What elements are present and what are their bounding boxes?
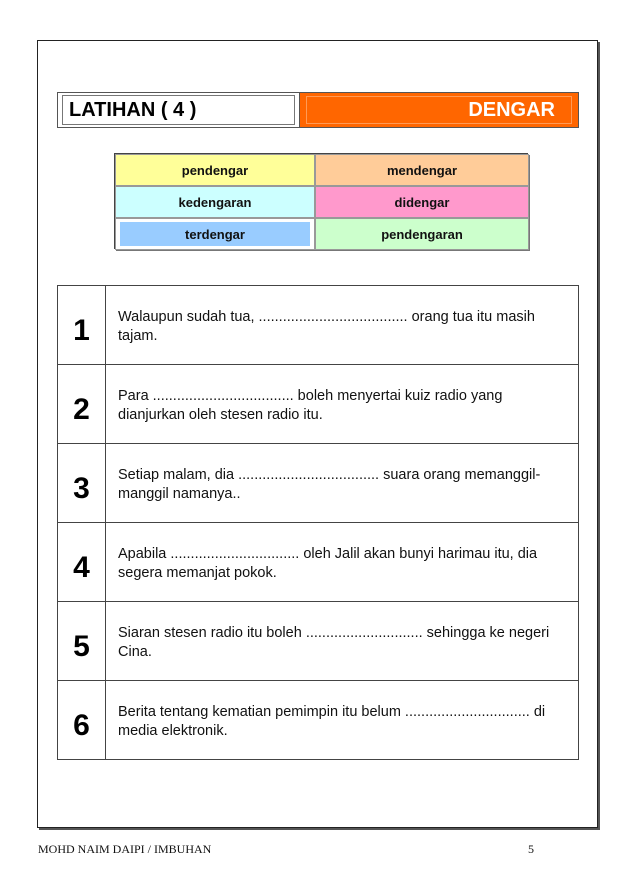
word-bank-cell [315,154,529,186]
questions-table [57,285,579,760]
question-row [58,523,578,602]
question-row [58,681,578,759]
word-bank-word: didengar [394,194,450,210]
footer-page-number: 5 [528,842,534,856]
word-bank [114,153,528,249]
word-bank-cell [115,218,315,250]
question-text: Walaupun sudah tua, ..................................... orang tua itu masih tajam. [118,309,535,344]
keyword-box [300,93,578,127]
word-bank-word: pendengar [181,162,249,178]
question-number: 6 [58,681,106,759]
question-number: 3 [58,444,106,522]
exercise-title: LATIHAN ( 4 ) [62,95,295,125]
question-number: 2 [58,365,106,443]
footer-author: MOHD NAIM DAIPI / IMBUHAN [38,842,212,856]
question-text: Para ................................... boleh menyertai kuiz radio yang dianjurkan oleh stesen radio itu. [118,388,503,423]
keyword-label: DENGAR [306,96,572,124]
word-bank-word: terdengar [120,222,310,246]
question-row [58,444,578,523]
word-bank-word: pendengaran [381,226,463,242]
exercise-header [57,92,579,128]
word-bank-cell [115,186,315,218]
word-bank-cell [315,186,529,218]
question-number: 4 [58,523,106,601]
question-text: Siaran stesen radio itu boleh ............................. sehingga ke negeri Cina. [118,625,550,660]
word-bank-word: mendengar [386,162,458,178]
question-row [58,365,578,444]
word-bank-cell [315,218,529,250]
exercise-title-box [58,93,300,127]
question-text: Setiap malam, dia ................................... suara orang memanggil-manggil namanya.. [118,467,541,502]
question-row [58,286,578,365]
question-number: 5 [58,602,106,680]
question-number: 1 [58,286,106,364]
question-row [58,602,578,681]
question-text: Berita tentang kematian pemimpin itu belum ............................... di media elektronik. [118,704,546,739]
word-bank-cell [115,154,315,186]
word-bank-word: kedengaran [178,194,252,210]
question-text: Apabila ................................ oleh Jalil akan bunyi harimau itu, dia segera memanjat pokok. [118,546,538,581]
